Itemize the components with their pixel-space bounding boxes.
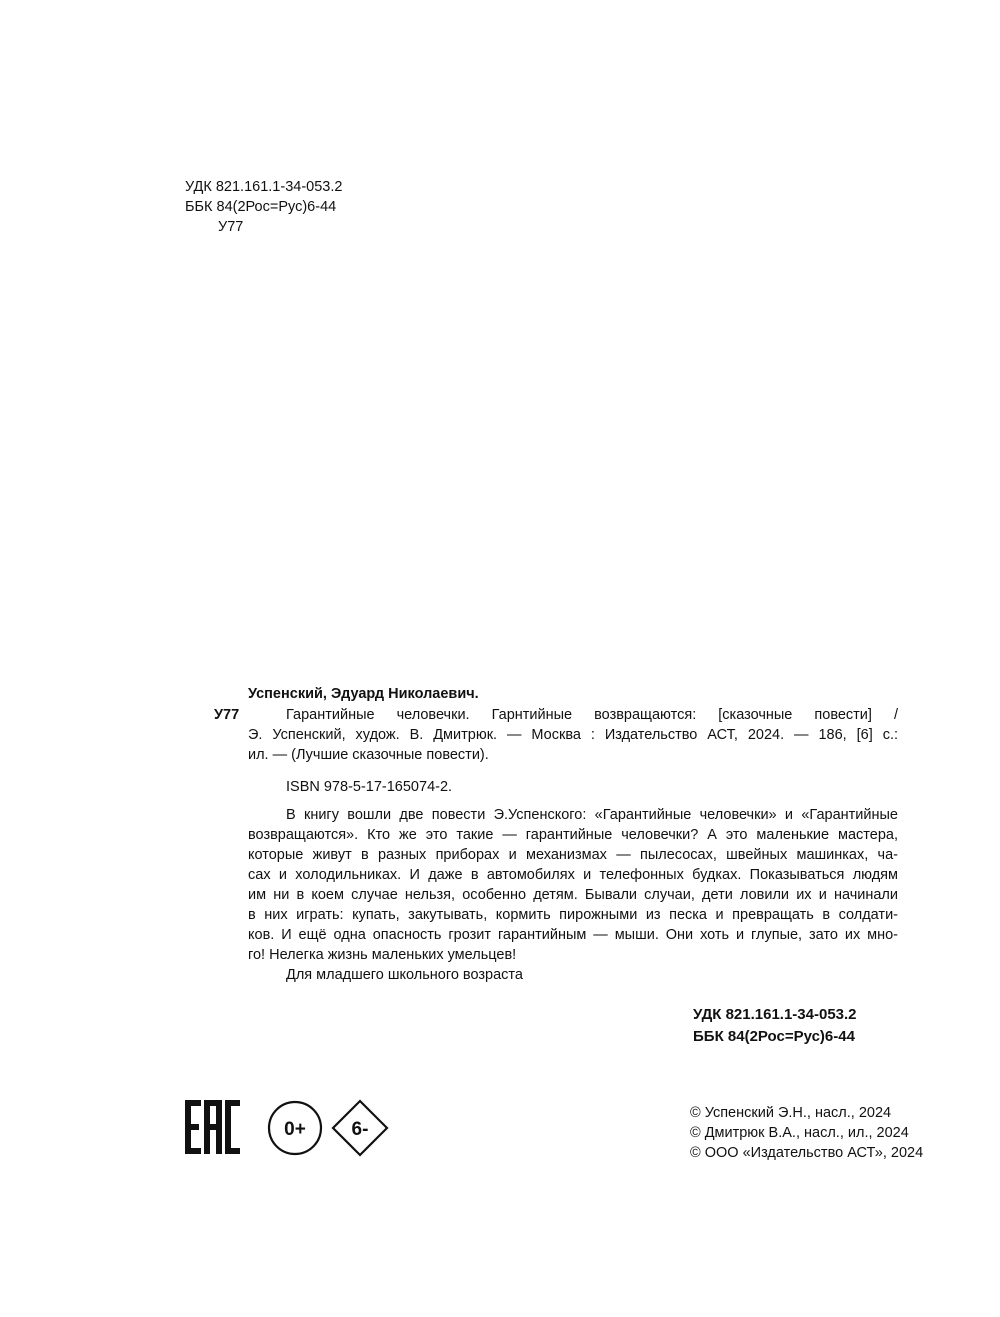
top-classification-codes: [185, 177, 342, 237]
isbn-block: [248, 777, 898, 797]
age-rating-diamond-badge: [333, 1101, 387, 1155]
title-line: Э. Успенский, худож. В. Дмитрюк. — Москва : Издательство АСТ, 2024. — 186, [6] с.:: [248, 727, 898, 743]
copyright-line: © Успенский Э.Н., насл., 2024: [690, 1105, 892, 1121]
annotation-line: В книгу вошли две повести Э.Успенского: «Гарантийные человечки» и «Гарантийные: [286, 807, 898, 823]
title-line: Гарантийные человечки. Гарнтийные возвращаются: [сказочные повести] /: [286, 707, 898, 723]
annotation-line: го! Нелегка жизнь маленьких умельцев!: [248, 947, 517, 963]
age-rating-circle-badge: [269, 1102, 321, 1154]
annotation-line: возвращаются». Кто же это такие — гарантийные человечки? А это маленькие мастера,: [248, 827, 898, 843]
copyright-line: © ООО «Издательство АСТ», 2024: [690, 1145, 924, 1161]
annotation-line: в них играть: купать, закутывать, кормить пирожными из песка и превращать в солдати-: [248, 907, 898, 923]
annotation-line: которые живут в разных приборах и механизмах — пылесосах, швейных машинках, ча-: [248, 847, 898, 863]
annotation-line: им ни в коем случае нельзя, особенно детям. Бывали случаи, дети ловили их и начинали: [248, 887, 898, 903]
certification-marks: [183, 1098, 403, 1158]
entry-author-mark: У77: [214, 707, 240, 723]
eac-logo: [185, 1100, 240, 1154]
title-line: ил. — (Лучшие сказочные повести).: [248, 747, 489, 763]
annotation-line: ков. И ещё одна опасность грозит гарантийным — мыши. Они хоть и глупые, зато их мно-: [248, 927, 898, 943]
isbn: ISBN 978-5-17-165074-2.: [286, 779, 453, 795]
bottom-classification-codes: [693, 1004, 857, 1048]
age-rating-circle-label: 0+: [284, 1119, 306, 1140]
annotation-line: сах и холодильниках. И даже в автомобилях и телефонных будках. Показываться людям: [248, 867, 898, 883]
title-description: [248, 705, 898, 765]
bbk-code: ББК 84(2Рос=Рус)6-44: [185, 199, 337, 215]
copyright-block: [690, 1103, 923, 1163]
author-mark: У77: [218, 219, 244, 235]
age-note: Для младшего школьного возраста: [286, 967, 523, 983]
copyright-line: © Дмитрюк В.А., насл., ил., 2024: [690, 1125, 909, 1141]
annotation: [248, 805, 898, 985]
udk-code-bold: УДК 821.161.1-34-053.2: [693, 1006, 857, 1023]
age-rating-diamond-label: 6-: [351, 1119, 369, 1140]
bbk-code-bold: ББК 84(2Рос=Рус)6-44: [693, 1028, 855, 1045]
udk-code: УДК 821.161.1-34-053.2: [185, 179, 343, 195]
author-heading: Успенский, Эдуард Николаевич.: [248, 686, 479, 702]
